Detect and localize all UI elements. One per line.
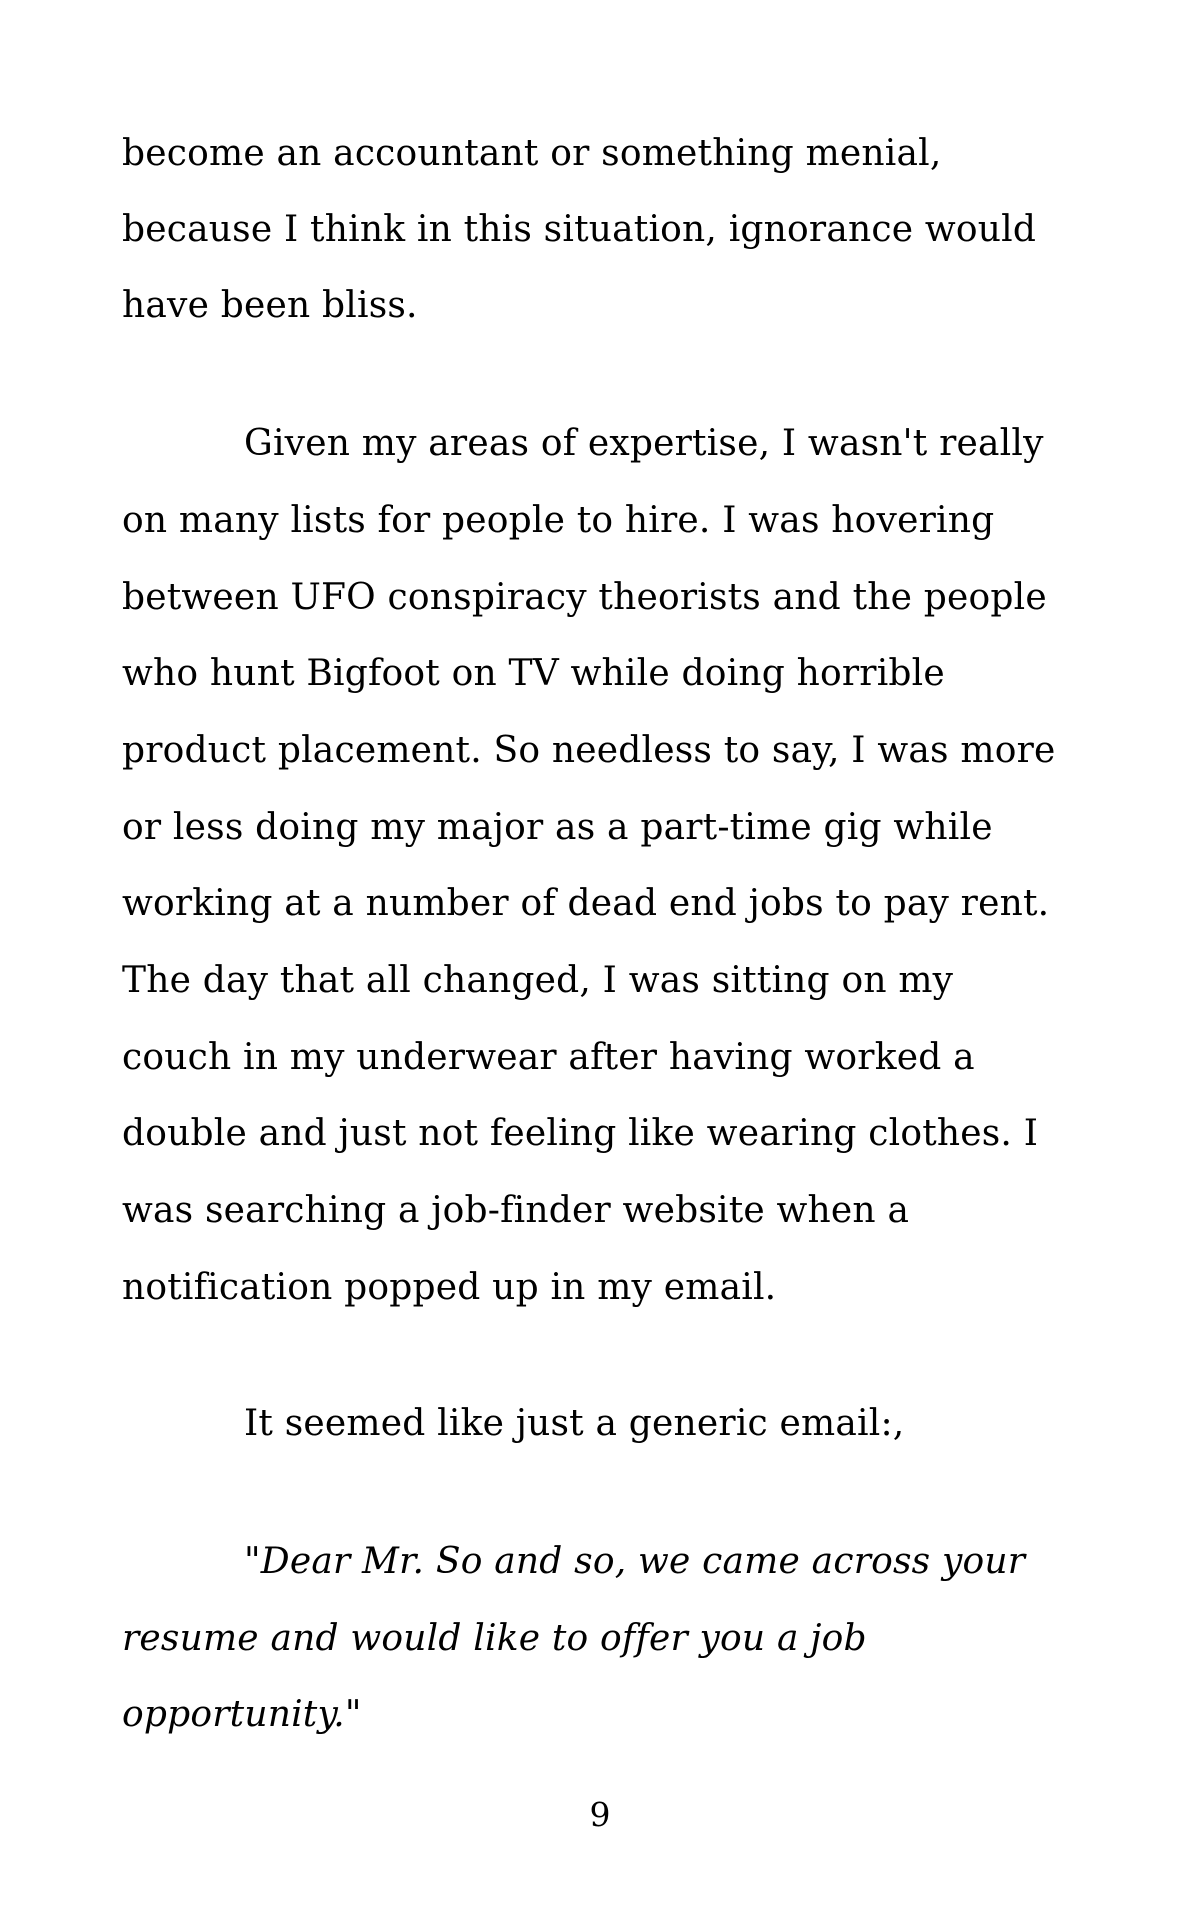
paragraph-line: on many lists for people to hire. I was hovering [122,500,995,541]
paragraph-line: who hunt Bigfoot on TV while doing horrible [122,653,945,694]
paragraph-line: or less doing my major as a part-time gig while [122,807,993,848]
paragraph-line: because I think in this situation, ignorance would [122,209,1037,250]
paragraph-line: working at a number of dead end jobs to pay rent. [122,883,1050,924]
paragraph-line: become an accountant or something menial, [122,133,942,174]
paragraph-line: between UFO conspiracy theorists and the people [122,577,1047,618]
quote-line: opportunity." [122,1694,362,1735]
paragraph-line: notification popped up in my email. [122,1267,777,1308]
paragraph-line: Given my areas of expertise, I wasn't really [244,423,1044,464]
page-number: 9 [589,1795,611,1834]
paragraph-line: product placement. So needless to say, I was more [122,730,1056,771]
paragraph-line: It seemed like just a generic email:, [244,1403,905,1444]
paragraph-line: couch in my underwear after having worked a [122,1037,975,1078]
quote-line: "Dear Mr. So and so, we came across your [244,1541,1026,1582]
paragraph-line: was searching a job-finder website when a [122,1190,910,1231]
paragraph-line: have been bliss. [122,285,418,326]
paragraph-line: double and just not feeling like wearing clothes. I [122,1113,1039,1154]
quote-line: resume and would like to offer you a job [122,1618,867,1659]
paragraph-line: The day that all changed, I was sitting on my [122,960,954,1001]
